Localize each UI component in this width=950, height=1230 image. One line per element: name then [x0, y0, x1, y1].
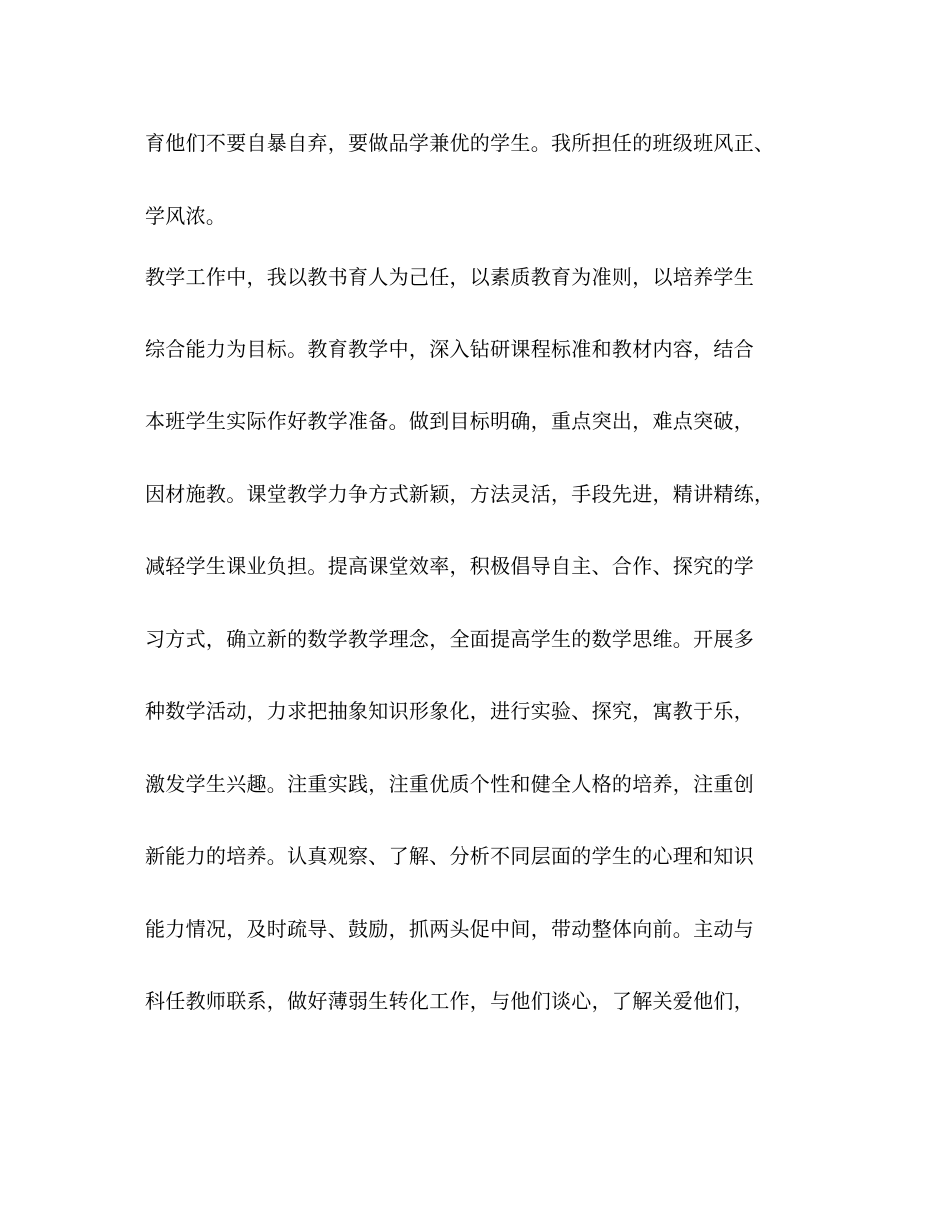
- text-line: 因材施教。课堂教学力争方式新颖，方法灵活，手段先进，精讲精练，: [145, 482, 775, 506]
- text-line: 激发学生兴趣。注重实践，注重优质个性和健全人格的培养，注重创: [145, 772, 754, 796]
- text-line: 教学工作中，我以教书育人为己任，以素质教育为准则，以培养学生: [145, 265, 754, 289]
- text-line: 育他们不要自暴自弃，要做品学兼优的学生。我所担任的班级班风正、: [145, 131, 775, 155]
- text-line: 减轻学生课业负担。提高课堂效率，积极倡导自主、合作、探究的学: [145, 554, 754, 578]
- text-line: 能力情况，及时疏导、鼓励，抓两头促中间，带动整体向前。主动与: [145, 917, 754, 941]
- text-line: 综合能力为目标。教育教学中，深入钻研课程标准和教材内容，结合: [145, 337, 754, 361]
- text-line: 科任教师联系，做好薄弱生转化工作，与他们谈心，了解关爱他们，: [145, 989, 754, 1013]
- text-line: 本班学生实际作好教学准备。做到目标明确，重点突出，难点突破，: [145, 409, 754, 433]
- text-line: 新能力的培养。认真观察、了解、分析不同层面的学生的心理和知识: [145, 844, 754, 868]
- text-line: 学风浓。: [145, 204, 227, 228]
- text-line: 种数学活动，力求把抽象知识形象化，进行实验、探究，寓教于乐，: [145, 699, 754, 723]
- text-line: 习方式，确立新的数学教学理念，全面提高学生的数学思维。开展多: [145, 627, 754, 651]
